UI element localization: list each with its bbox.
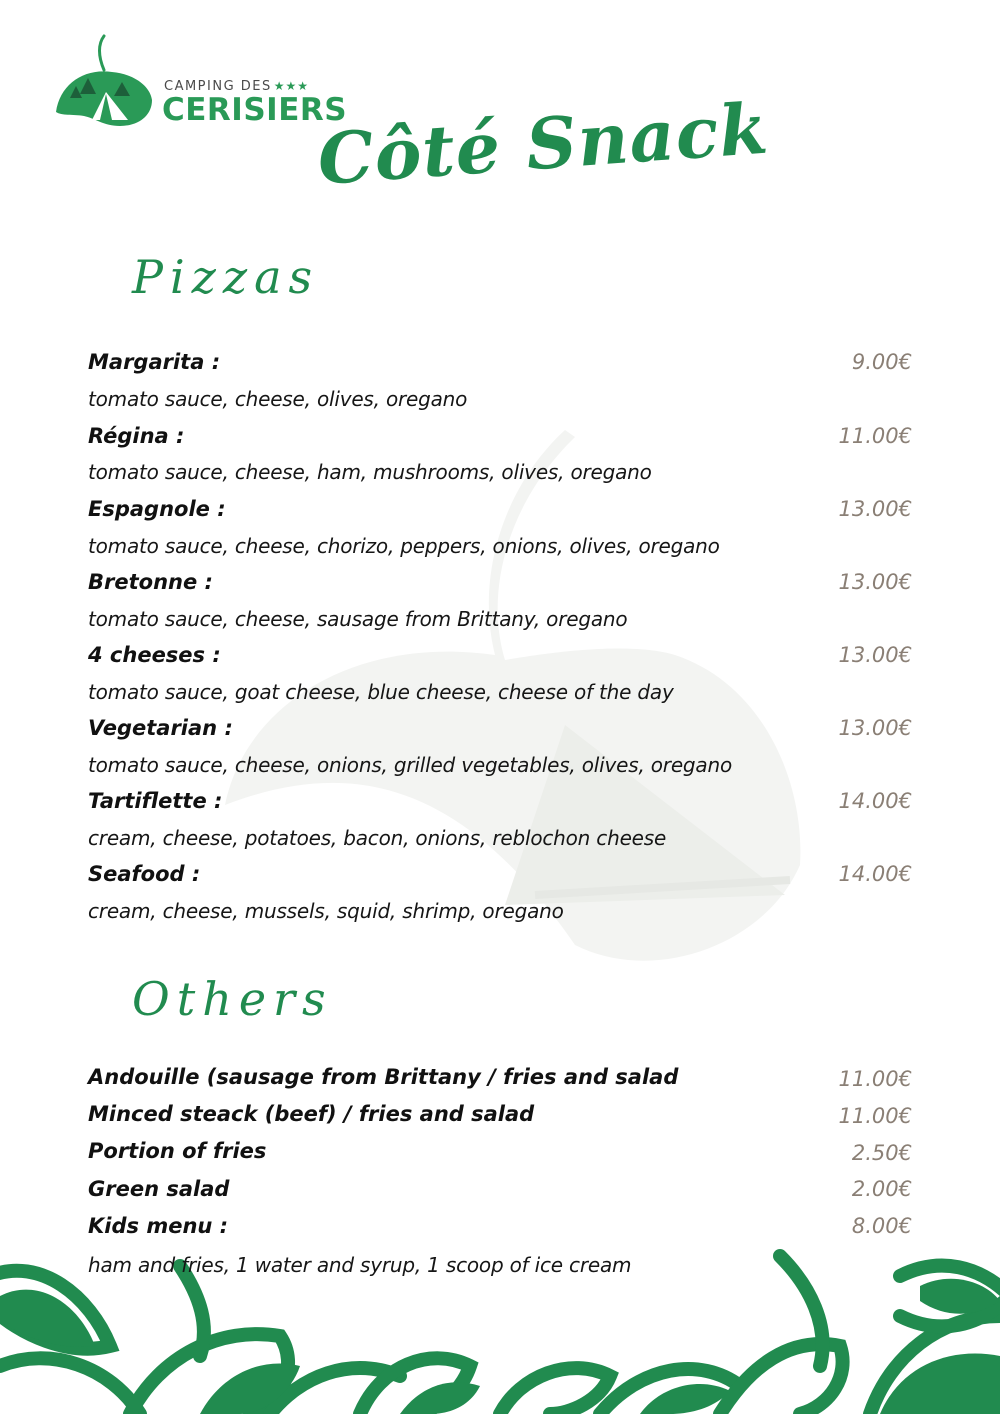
menu-item-name: Andouille (sausage from Brittany / fries and salad (88, 1065, 679, 1089)
menu-item-price: 14.00€ (838, 789, 912, 813)
menu-item-name: Régina : (88, 424, 185, 448)
menu-item-description: tomato sauce, cheese, chorizo, peppers, onions, olives, oregano (88, 534, 720, 558)
menu-item-price: 14.00€ (838, 862, 912, 886)
menu-item-price: 13.00€ (838, 570, 912, 594)
menu-item-name: Kids menu : (88, 1214, 229, 1238)
menu-item-name: Espagnole : (88, 497, 226, 521)
rating-stars: ★★★ (273, 79, 310, 93)
menu-item-name: Seafood : (88, 862, 201, 886)
menu-item-price: 11.00€ (838, 1104, 912, 1128)
section-title-others: Others (132, 972, 333, 1026)
menu-item-price: 2.50€ (851, 1141, 912, 1165)
menu-item-price: 13.00€ (838, 716, 912, 740)
menu-item-name: Margarita : (88, 350, 221, 374)
menu-item-price: 9.00€ (851, 350, 912, 374)
menu-item-name: Bretonne : (88, 570, 213, 594)
menu-item-description: tomato sauce, cheese, olives, oregano (88, 387, 468, 411)
menu-item-name: Tartiflette : (88, 789, 223, 813)
menu-item-description: tomato sauce, cheese, ham, mushrooms, olives, oregano (88, 460, 652, 484)
menu-item-name: Portion of fries (88, 1139, 267, 1163)
menu-item-price: 13.00€ (838, 497, 912, 521)
menu-item-description: tomato sauce, cheese, sausage from Brittany, oregano (88, 607, 628, 631)
brand-logo (54, 34, 354, 130)
cherry-tent-icon (54, 34, 159, 130)
menu-item-name: 4 cheeses : (88, 643, 221, 667)
menu-item-name: Minced steack (beef) / fries and salad (88, 1102, 535, 1126)
section-title-pizzas: Pizzas (132, 250, 320, 304)
menu-item-price: 2.00€ (851, 1177, 912, 1201)
menu-item-description: ham and fries, 1 water and syrup, 1 scoop of ice cream (88, 1253, 632, 1277)
menu-item-price: 8.00€ (851, 1214, 912, 1238)
menu-item-description: cream, cheese, potatoes, bacon, onions, reblochon cheese (88, 826, 667, 850)
menu-item-price: 11.00€ (838, 424, 912, 448)
menu-item-name: Vegetarian : (88, 716, 233, 740)
brand-name: CERISIERS (162, 92, 348, 128)
menu-item-name: Green salad (88, 1177, 230, 1201)
brand-top-line: CAMPING DES ★★★ (164, 79, 310, 94)
page-title: Côté Snack (315, 86, 772, 201)
menu-item-description: tomato sauce, cheese, onions, grilled vegetables, olives, oregano (88, 753, 732, 777)
menu-item-description: tomato sauce, goat cheese, blue cheese, cheese of the day (88, 680, 674, 704)
menu-item-description: cream, cheese, mussels, squid, shrimp, oregano (88, 899, 564, 923)
menu-item-price: 13.00€ (838, 643, 912, 667)
menu-item-price: 11.00€ (838, 1067, 912, 1091)
